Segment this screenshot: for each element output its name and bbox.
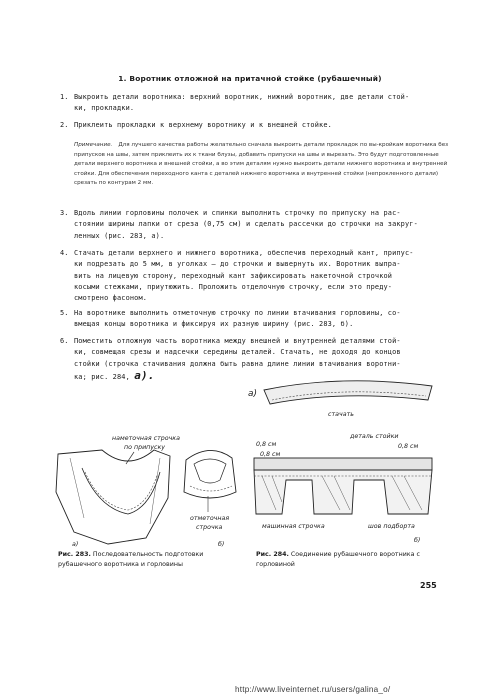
- machine-label: машинная строчка: [262, 523, 325, 530]
- note-text: Для лучшего качества работы желательно сначала выкроить детали прокладок по вы-кройкам воротника без припусков на швы, затем приклеить их к ткани блузы, добавить припуски на швы и вырезать. Это будут подготовленные детали верхнего воротника и внешней стойки, а во этим деталям нужно выкроить детали нижнего воротника и внутренней стойки. Для обеспечения переходного канта с деталей нижнего воротника и внутренней стойки (непрокленного детали) срезать по контурам 2 мм.: [74, 142, 449, 187]
- fig283-b: б): [218, 541, 225, 548]
- basting-label: наметочная строчка: [112, 435, 180, 442]
- step-text: Вдоль линии горловины полочек и спинки выполнить строчку по припуску на рас- стоянии ширины лапки от среза (0,75 см) и сделать рассечки до строчки на закруг- ленных (рис. 283, а).: [74, 209, 418, 240]
- mark-label-1: отметочная: [190, 515, 230, 522]
- dim-label-3: 0,8 см: [398, 443, 419, 450]
- step-number: 4.: [60, 249, 69, 257]
- step-text: Выкроить детали воротника: верхний воротник, нижний воротник, две детали стой- ки, прокладки.: [74, 93, 410, 113]
- figure-283-caption: [58, 550, 248, 570]
- fig284-b: б): [414, 537, 421, 544]
- step-2: [60, 120, 455, 131]
- figure-284-caption: [256, 550, 446, 570]
- step-1: [60, 92, 455, 115]
- caption-number: Рис. 284.: [256, 551, 289, 558]
- step-number: 3.: [60, 209, 69, 217]
- section-heading: 1. Воротник отложной на притачной стойке (рубашечный): [118, 74, 382, 83]
- figure-283: [50, 428, 250, 548]
- figure-284: [242, 376, 447, 548]
- fig284-a: а): [248, 389, 258, 399]
- step-5: [60, 308, 455, 331]
- mark-label-2: строчка: [196, 524, 223, 531]
- caption-text: Соединение рубашечного воротника с горловиной: [256, 551, 420, 568]
- step-number: 5.: [60, 309, 69, 317]
- basting-label-2: по припуску: [124, 444, 166, 451]
- note-lead: Примечание.: [74, 142, 113, 148]
- stitch-label: стачать: [328, 411, 354, 418]
- detail-label: деталь стойки: [350, 433, 399, 440]
- caption-number: Рис. 283.: [58, 551, 91, 558]
- step-text: На воротнике выполнить отметочную строчку по линии втачивания горловины, со- вмещая концы воротника и фиксируя их разную ширину (рис. 283, б).: [74, 309, 401, 329]
- dim-label-1: 0,8 см: [256, 441, 277, 448]
- step-text: Приклеить прокладки к верхнему воротнику и к внешней стойке.: [74, 121, 332, 129]
- basting-label-1: [112, 435, 180, 442]
- note: [74, 141, 452, 189]
- page-number: 255: [420, 581, 437, 590]
- step-text: Поместить отложную часть воротника между внешней и внутренней деталями стой- ки, совмещая срезы и надсечки середины деталей. Стачать, не доходя до концов стойки (строчка стачивания должна быть равна длине линии втачивания воротни- ка; рис. 284, а).: [74, 337, 401, 382]
- step-text: Стачать детали верхнего и нижнего воротника, обеспечив переходный кант, припус- ки подрезать до 5 мм, в уголках — до строчки и вывернуть их. Воротник выпра- вить на лицевую сторону, переходный кант зафиксировать накеточной строчкой косыми стежками, приутюжить. Проложить отделочную строчку, если это преду- смотрено фасоном.: [74, 249, 414, 303]
- figure-reference: а).: [134, 368, 155, 382]
- step-number: 2.: [60, 121, 69, 129]
- step-4: [60, 248, 455, 304]
- step-number: 1.: [60, 93, 69, 101]
- footer-url: http://www.liveinternet.ru/users/galina_o/: [235, 685, 391, 694]
- step-3: [60, 208, 455, 242]
- caption-text: Последовательность подготовки рубашечного воротника и горловины: [58, 551, 204, 568]
- seam-label: шов подборта: [368, 523, 415, 530]
- fig283-a: а): [72, 541, 79, 548]
- step-number: 6.: [60, 337, 69, 345]
- dim-label-2: 0,8 см: [260, 451, 281, 458]
